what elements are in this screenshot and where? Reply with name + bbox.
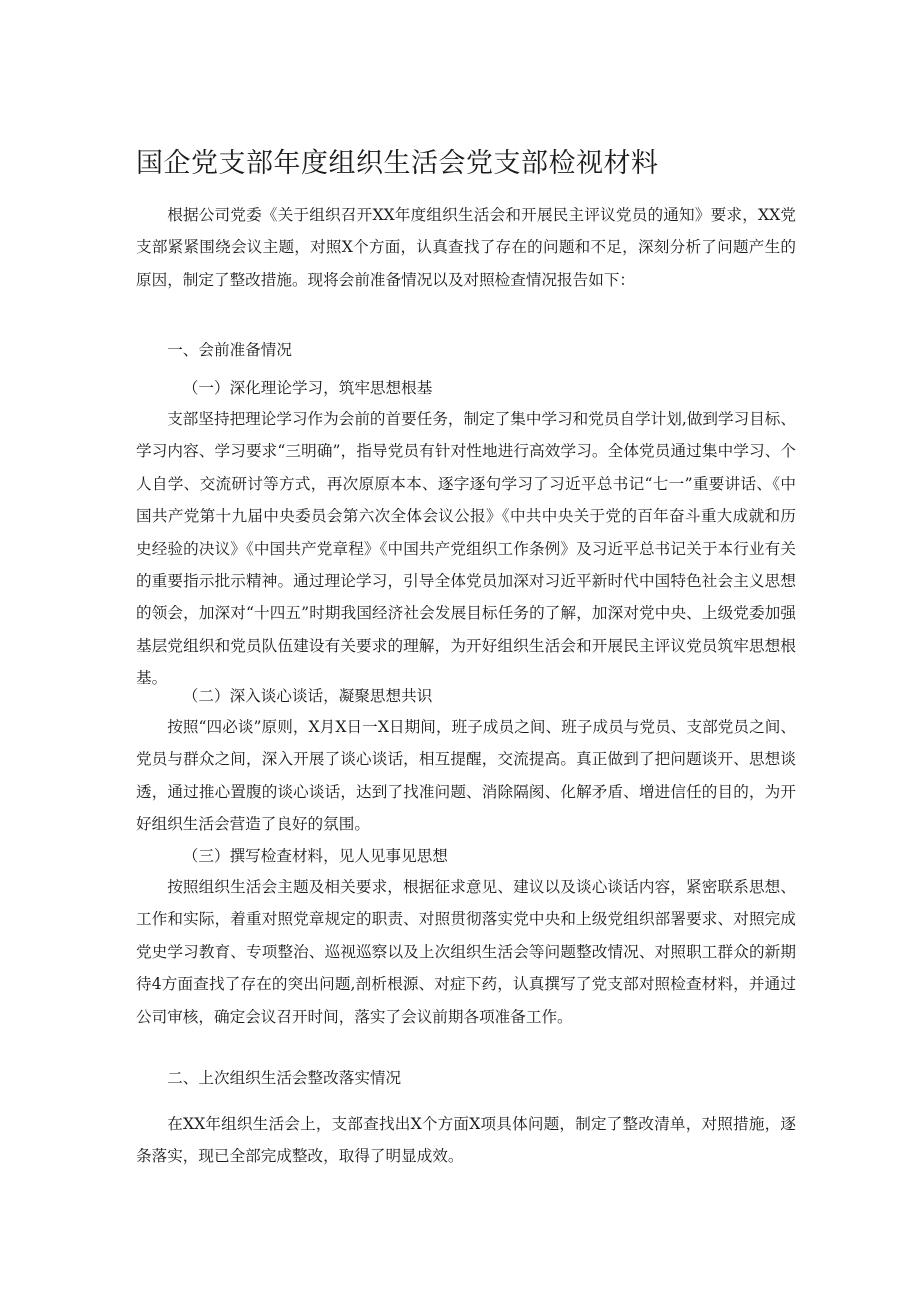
section-paragraph-2: 在XX年组织生活会上，支部查找出X个方面X项具体问题，制定了整改清单，对照措施，逐条落实，现已全部完成整改，取得了明显成效。 <box>136 1115 796 1166</box>
subsection-heading-1-3: （三）撰写检查材料，见人见事见思想 <box>182 847 448 865</box>
subsection-heading-1-2: （二）深入谈心谈话，凝聚思想共识 <box>182 687 433 705</box>
section-heading-1: 一、会前准备情况 <box>167 341 292 359</box>
subsection-paragraph-1-3: 按照组织生活会主题及相关要求，根据征求意见、建议以及谈心谈话内容，紧密联系思想、工作和实际，着重对照党章规定的职责、对照贯彻落实党中央和上级党组织部署要求、对照完成党史学习教育、专项整治、巡视巡察以及上次组织生活会等问题整改情况、对照职工群众的新期待4方面查找了存在的突出问题,剖析根源、对症下药，认真撰写了党支部对照检查材料，并通过公司审核，确定会议召开时间，落实了会议前期各项准备工作。 <box>136 878 796 1026</box>
intro-paragraph: 根据公司党委《关于组织召开XX年度组织生活会和开展民主评议党员的通知》要求，XX党支部紧紧围绕会议主题，对照X个方面，认真查找了存在的问题和不足，深刻分析了问题产生的原因，制定了整改措施。现将会前准备情况以及对照检查情况报告如下： <box>136 206 796 289</box>
section-heading-2: 二、上次组织生活会整改落实情况 <box>167 1069 402 1087</box>
subsection-heading-1-1: （一）深化理论学习，筑牢思想根基 <box>182 379 433 397</box>
subsection-paragraph-1-2: 按照“四必谈”原则，X月X日一X日期间，班子成员之间、班子成员与党员、支部党员之间、党员与群众之间，深入开展了谈心谈话，相互提醒，交流提高。真正做到了把问题谈开、思想谈透，通过推心置腹的谈心谈话，达到了找准问题、消除隔阂、化解矛盾、增进信任的目的，为开好组织生活会营造了良好的氛围。 <box>136 718 796 834</box>
subsection-paragraph-1-1: 支部坚持把理论学习作为会前的首要任务，制定了集中学习和党员自学计划,做到学习目标、学习内容、学习要求“三明确”，指导党员有针对性地进行高效学习。全体党员通过集中学习、个人自学、交流研讨等方式，再次原原本本、逐字逐句学习了习近平总书记“七一”重要讲话、《中国共产党第十九届中央委员会第六次全体会议公报》《中共中央关于党的百年奋斗重大成就和历史经验的决议》《中国共产党章程》《中国共产党组织工作条例》及习近平总书记关于本行业有关的重要指示批示精神。通过理论学习，引导全体党员加深对习近平新时代中国特色社会主义思想的领会，加深对“十四五”时期我国经济社会发展目标任务的了解，加深对党中央、上级党委加强基层党组织和党员队伍建设有关要求的理解，为开好组织生活会和开展民主评议党员筑牢思想根基。 <box>136 410 796 688</box>
document-title: 国企党支部年度组织生活会党支部检视材料 <box>136 148 659 179</box>
